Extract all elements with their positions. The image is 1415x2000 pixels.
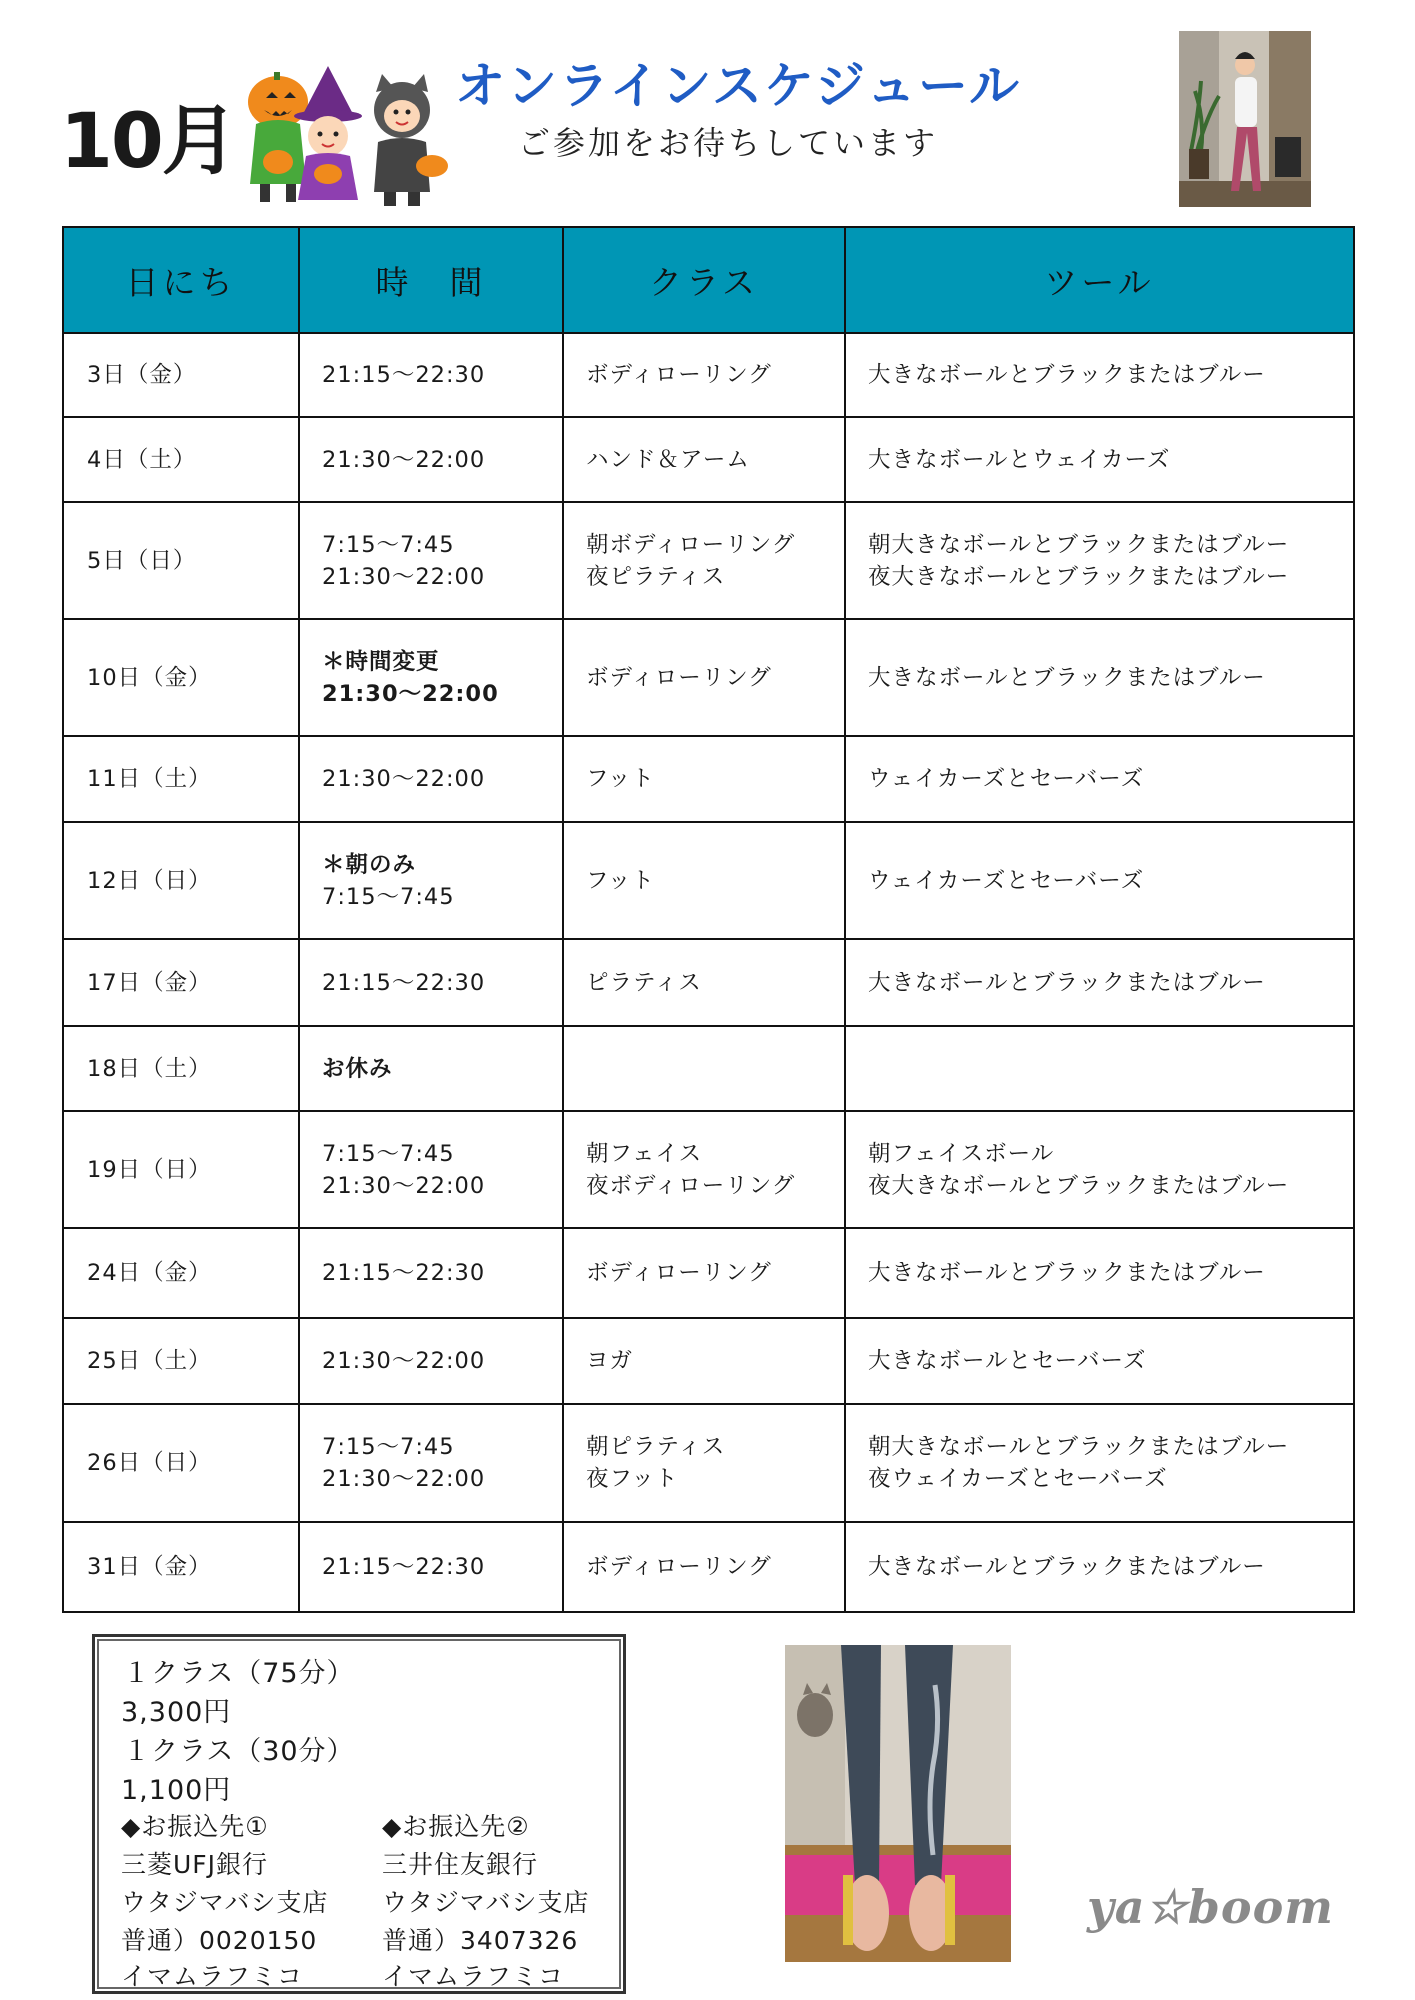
class-value: 夜ボディローリング xyxy=(586,1172,796,1199)
tool-value: 朝フェイスボール xyxy=(868,1140,1055,1167)
tool-cell xyxy=(845,1111,1354,1228)
class-value: ボディローリング xyxy=(586,1554,772,1580)
tool-cell xyxy=(845,1318,1354,1404)
table-row xyxy=(63,619,1354,736)
tool-cell xyxy=(845,502,1354,619)
date-cell: 5日（日） xyxy=(63,502,299,619)
tool-cell xyxy=(845,736,1354,822)
tool-value: 朝大きなボールとブラックまたはブルー xyxy=(868,531,1290,558)
date-cell: 25日（土） xyxy=(63,1318,299,1404)
class-cell xyxy=(563,333,845,417)
tool-value: 大きなボールとセーバーズ xyxy=(868,1348,1147,1374)
time-value: 21:30〜22:00 xyxy=(322,1466,486,1492)
table-row xyxy=(63,736,1354,822)
header-class: クラス xyxy=(563,227,845,333)
class-cell xyxy=(563,619,845,736)
table-header-row xyxy=(63,227,1354,333)
class-value: ボディローリング xyxy=(586,362,772,388)
time-value: 7:15〜7:45 xyxy=(322,531,455,558)
date-cell: 19日（日） xyxy=(63,1111,299,1228)
header-time: 時 間 xyxy=(299,227,563,333)
table-row xyxy=(63,1404,1354,1522)
time-cell xyxy=(299,333,563,417)
schedule-table xyxy=(62,226,1355,1613)
time-cell xyxy=(299,1522,563,1612)
time-value: 7:15〜7:45 xyxy=(322,883,455,910)
bank-1-account: 普通）0020150 xyxy=(121,1926,318,1955)
class-cell xyxy=(563,939,845,1026)
pricing-box xyxy=(92,1634,626,1994)
time-cell xyxy=(299,1111,563,1228)
table-row xyxy=(63,1228,1354,1318)
time-cell xyxy=(299,822,563,939)
date-cell: 17日（金） xyxy=(63,939,299,1026)
class-value: 朝ボディローリング xyxy=(586,531,796,558)
class-cell xyxy=(563,1026,845,1111)
legs-photo xyxy=(785,1645,1011,1962)
class-cell xyxy=(563,1318,845,1404)
time-cell xyxy=(299,502,563,619)
bank-2-holder: イマムラフミコ xyxy=(382,1962,565,1991)
class-value: 夜ピラティス xyxy=(586,563,726,590)
bank-1-name: 三菱UFJ銀行 xyxy=(121,1850,269,1879)
tool-cell xyxy=(845,1404,1354,1522)
class-value: ボディローリング xyxy=(586,664,772,691)
page-subtitle: ご参加をお待ちしています xyxy=(518,124,939,162)
time-cell xyxy=(299,939,563,1026)
table-row xyxy=(63,1026,1354,1111)
price-30-label: １クラス（30分） xyxy=(123,1736,355,1767)
time-cell xyxy=(299,1318,563,1404)
class-value: 朝フェイス xyxy=(586,1140,703,1167)
price-75-label: １クラス（75分） xyxy=(123,1658,355,1689)
time-cell xyxy=(299,417,563,502)
class-cell xyxy=(563,502,845,619)
tool-cell xyxy=(845,417,1354,502)
bank-2-heading: ◆お振込先② xyxy=(382,1812,530,1841)
date-cell: 10日（金） xyxy=(63,619,299,736)
time-cell xyxy=(299,1404,563,1522)
class-cell xyxy=(563,1228,845,1318)
price-30-value: 1,100円 xyxy=(121,1775,232,1806)
tool-cell xyxy=(845,1228,1354,1318)
tool-value: 夜大きなボールとブラックまたはブルー xyxy=(868,563,1290,590)
table-row xyxy=(63,1318,1354,1404)
time-value: 21:15〜22:30 xyxy=(322,1260,486,1286)
tool-value: 大きなボールとブラックまたはブルー xyxy=(868,664,1266,691)
class-cell xyxy=(563,1111,845,1228)
class-value: ヨガ xyxy=(586,1348,634,1374)
time-cell xyxy=(299,1026,563,1111)
date-cell: 31日（金） xyxy=(63,1522,299,1612)
time-value: 21:15〜22:30 xyxy=(322,1554,486,1580)
time-cell xyxy=(299,619,563,736)
tool-value: ウェイカーズとセーバーズ xyxy=(868,766,1145,792)
class-value: フット xyxy=(586,766,655,792)
table-row xyxy=(63,417,1354,502)
table-row xyxy=(63,822,1354,939)
tool-value: 大きなボールとウェイカーズ xyxy=(868,446,1171,473)
time-value: 21:30〜22:00 xyxy=(322,1172,486,1199)
instructor-photo xyxy=(1179,31,1311,207)
tool-value: 朝大きなボールとブラックまたはブルー xyxy=(868,1434,1290,1460)
tool-cell xyxy=(845,822,1354,939)
table-row xyxy=(63,1522,1354,1612)
date-cell: 18日（土） xyxy=(63,1026,299,1111)
page-title: オンラインスケジュール xyxy=(455,57,1021,115)
tool-value: 大きなボールとブラックまたはブルー xyxy=(868,1260,1266,1286)
tool-cell xyxy=(845,619,1354,736)
bank-1-heading: ◆お振込先① xyxy=(121,1812,269,1841)
class-cell xyxy=(563,1404,845,1522)
time-value: 21:15〜22:30 xyxy=(322,362,486,388)
time-value: 21:15〜22:30 xyxy=(322,969,486,996)
class-cell xyxy=(563,736,845,822)
tool-value: 大きなボールとブラックまたはブルー xyxy=(868,969,1266,996)
tool-value: ウェイカーズとセーバーズ xyxy=(868,867,1145,894)
date-cell: 24日（金） xyxy=(63,1228,299,1318)
time-value: 7:15〜7:45 xyxy=(322,1140,455,1167)
bank-2-account: 普通）3407326 xyxy=(382,1926,579,1955)
date-cell: 3日（金） xyxy=(63,333,299,417)
bank-2-branch: ウタジマバシ支店 xyxy=(382,1888,590,1917)
halloween-kids-illustration xyxy=(236,62,458,214)
yaboom-logo: ya☆boom xyxy=(1087,1880,1334,1934)
tool-cell xyxy=(845,1026,1354,1111)
time-cell xyxy=(299,1228,563,1318)
header-tool: ツール xyxy=(845,227,1354,333)
tool-value: 夜大きなボールとブラックまたはブルー xyxy=(868,1172,1290,1199)
morning-only-note: ＊朝のみ xyxy=(322,851,417,878)
class-value: 朝ピラティス xyxy=(586,1434,726,1460)
time-value: 21:30〜22:00 xyxy=(322,766,486,792)
class-value: ピラティス xyxy=(586,969,702,996)
class-value: 夜フット xyxy=(586,1466,679,1492)
tool-value: 夜ウェイカーズとセーバーズ xyxy=(868,1466,1168,1492)
time-cell xyxy=(299,736,563,822)
tool-cell xyxy=(845,333,1354,417)
tool-value: 大きなボールとブラックまたはブルー xyxy=(868,362,1266,388)
bank-1-branch: ウタジマバシ支店 xyxy=(121,1888,329,1917)
class-value: ボディローリング xyxy=(586,1260,772,1286)
class-cell xyxy=(563,822,845,939)
time-value: 21:30〜22:00 xyxy=(322,446,486,473)
table-row xyxy=(63,1111,1354,1228)
time-change-note: ＊時間変更 xyxy=(322,648,440,675)
class-cell xyxy=(563,417,845,502)
time-value: 21:30〜22:00 xyxy=(322,680,499,707)
tool-value: 大きなボールとブラックまたはブルー xyxy=(868,1554,1266,1580)
tool-cell xyxy=(845,939,1354,1026)
tool-cell xyxy=(845,1522,1354,1612)
table-row xyxy=(63,502,1354,619)
table-row xyxy=(63,333,1354,417)
time-value: 7:15〜7:45 xyxy=(322,1434,455,1460)
class-value: フット xyxy=(586,867,655,894)
month-heading: 10月 xyxy=(60,96,236,185)
date-cell: 4日（土） xyxy=(63,417,299,502)
date-cell: 26日（日） xyxy=(63,1404,299,1522)
time-value: 21:30〜22:00 xyxy=(322,1348,486,1374)
table-row xyxy=(63,939,1354,1026)
header-date: 日にち xyxy=(63,227,299,333)
day-off-label: お休み xyxy=(322,1055,393,1082)
date-cell: 12日（日） xyxy=(63,822,299,939)
time-value: 21:30〜22:00 xyxy=(322,563,486,590)
price-75-value: 3,300円 xyxy=(121,1697,232,1728)
bank-1-holder: イマムラフミコ xyxy=(121,1962,304,1991)
bank-2-name: 三井住友銀行 xyxy=(382,1850,539,1879)
class-cell xyxy=(563,1522,845,1612)
class-value: ハンド＆アーム xyxy=(586,446,750,473)
date-cell: 11日（土） xyxy=(63,736,299,822)
